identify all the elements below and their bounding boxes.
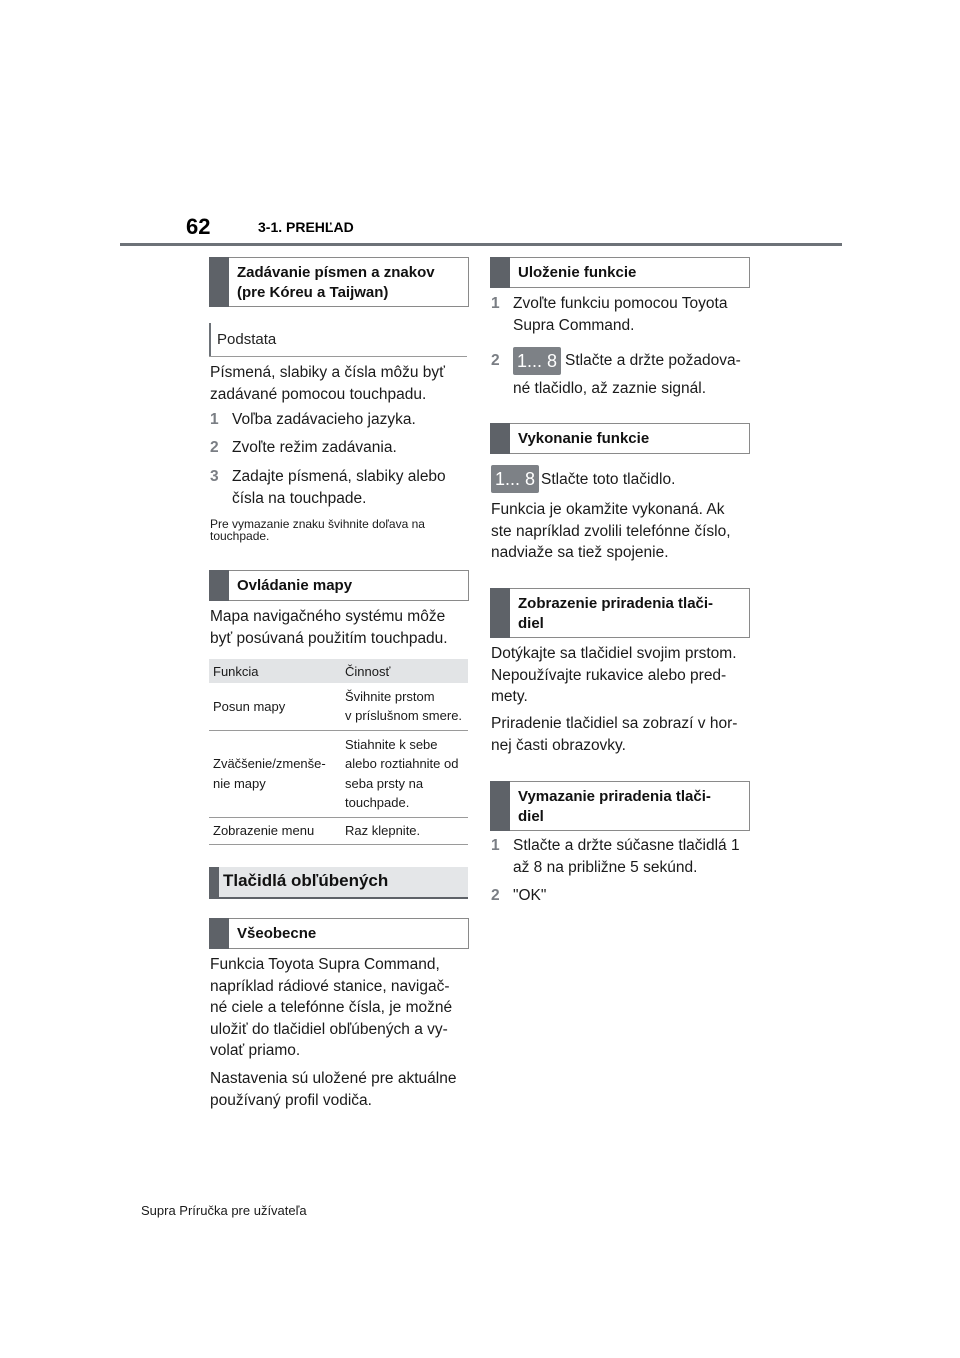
text-line: zadávané pomocou touchpadu. [210,385,427,403]
table-row [209,817,468,844]
step-number: 2 [491,887,500,904]
step-number: 1 [210,411,219,428]
text-line: volať priamo. [210,1042,301,1059]
table-row [209,730,468,817]
show-paragraph-2 [491,713,737,756]
heading-bar [490,781,510,831]
step-text: né tlačidlo, až zaznie signál. [513,380,707,397]
step-1 [210,409,470,431]
table-cell-function [209,730,341,817]
table-cell-action [341,817,468,844]
heading-text: Podstata [217,331,277,348]
text-line: Vymazanie priradenia tlači- [518,788,711,805]
text-line: Funkcia je okamžite vykonaná. Ak [491,501,725,518]
cell-text: nie mapy [213,775,266,791]
text-line: diel [518,615,544,632]
text-line: Zvoľte funkciu pomocou Toyota [513,295,728,312]
table-header-cell: Činnosť [341,659,468,683]
text-line: Zobrazenie priradenia tlači- [518,595,714,612]
table-cell-action [341,730,468,817]
heading-bar [490,423,510,454]
text-line: Mapa navigačného systému môže [210,608,446,625]
step-2 [210,437,470,459]
text-line: né ciele a telefónne čísla, je možné [210,999,453,1016]
cell-text: alebo roztiahnite od [345,756,459,771]
step-text: Stlačte toto tlačidlo. [541,471,676,488]
section-title: 3-1. PREHĽAD [258,219,354,235]
text-line: Pre vymazanie znaku švihnite doľava na [210,517,425,531]
text-line: nej časti obrazovky. [491,736,626,754]
cell-text: v príslušnom smere. [345,708,463,724]
step-number: 1 [491,295,500,312]
favorite-key-icon: 1... 8 [491,465,539,493]
step-number: 2 [491,352,500,369]
heading-bar [490,257,510,288]
map-control-table [209,659,468,845]
note-text [210,518,425,542]
cell-text: Zobrazenie menu [213,823,315,838]
text-line: až 8 na približne 5 sekúnd. [513,858,698,876]
text-line: Písmená, slabiky a čísla môžu byť [210,364,445,381]
heading-show-assignment [490,588,750,638]
heading-bar [209,918,229,949]
heading-bar [209,257,229,307]
heading-korea-input [209,257,469,307]
heading-text [518,594,741,634]
step-text [232,466,446,509]
delete-step-1 [491,835,753,879]
settings-paragraph [210,1068,456,1111]
heading-text [518,787,741,827]
cell-text: Švihnite prstom [345,689,435,705]
intro-paragraph [210,362,445,405]
favorite-key-icon: 1... 8 [513,347,561,375]
table-cell-action [341,683,468,730]
cell-text: touchpade. [345,795,410,810]
page-number: 62 [186,214,211,239]
heading-text: Všeobecne [237,925,317,942]
text-line: Priradenie tlačidiel sa zobrazí v hor- [491,715,738,732]
heading-text: Ovládanie mapy [237,577,353,594]
text-line: napríklad rádiové stanice, navigač- [210,977,450,995]
text-line: ste napríklad zvolili telefónne číslo, [491,522,731,540]
cell-text: Posun mapy [213,698,286,714]
cell-text: Stiahnite k sebe [345,736,438,752]
execute-line [491,465,753,493]
text-line: Supra Command. [513,316,635,334]
step-text: Voľba zadávacieho jazyka. [232,411,416,428]
text-line: čísla na touchpade. [232,489,367,507]
table-row [209,683,468,730]
step-text [513,835,740,878]
step-number: 3 [210,468,219,485]
text-line: mety. [491,688,528,705]
heading-podstata [209,323,467,357]
header-rule [120,243,842,246]
general-paragraph [210,954,452,1062]
table-header-cell: Funkcia [209,659,341,683]
heading-save-function [490,257,750,288]
heading-text: Tlačidlá obľúbených [223,871,389,890]
step-number: 1 [491,837,500,854]
text-line: používaný profil vodiča. [210,1091,372,1109]
heading-bar [209,323,211,357]
text-line: Funkcia Toyota Supra Command, [210,956,440,973]
heading-text: Uloženie funkcie [518,264,637,281]
save-step-1 [491,293,751,337]
cell-text: Zväčšenie/zmenše- [213,755,326,771]
text-line: nadviaže sa tiež spojenie. [491,544,669,561]
table-cell-function [209,817,341,844]
text-line: diel [518,808,544,825]
step-number: 2 [210,439,219,456]
cell-text: seba prsty na [345,775,424,791]
text-line: uložiť do tlačidiel obľúbených a vy- [210,1020,448,1038]
heading-execute-function [490,423,750,454]
table-header-row [209,659,468,683]
cell-text: Raz klepnite. [345,823,421,838]
table-cell-function [209,683,341,730]
execute-paragraph [491,499,731,564]
heading-bar [209,570,229,601]
show-paragraph-1 [491,643,737,708]
map-paragraph [210,606,448,649]
heading-underline [209,356,467,357]
step-3 [210,466,470,510]
heading-map-control [209,570,469,601]
heading-text: Zadávanie písmen a znakov (pre Kóreu a Taijwan) [237,264,435,301]
footer-text: Supra Príručka pre užívateľa [141,1203,307,1218]
delete-step-2 [491,885,753,907]
save-step-2 [491,350,753,400]
heading-delete-assignment [490,781,750,831]
step-text [513,293,727,336]
heading-favorites [209,867,468,899]
heading-general [209,918,469,949]
heading-bar [209,867,219,899]
step-text: Stlačte a držte požadova- [565,352,741,369]
text-line: Dotýkajte sa tlačidiel svojim prstom. [491,645,737,662]
text-line: byť posúvaná použitím touchpadu. [210,629,448,647]
heading-bar [490,588,510,638]
text-line: touchpade. [210,529,270,543]
step-text: Zvoľte režim zadávania. [232,439,397,456]
text-line: Stlačte a držte súčasne tlačidlá 1 [513,837,740,854]
text-line: Nastavenia sú uložené pre aktuálne [210,1070,457,1087]
text-line: Zadajte písmená, slabiky alebo [232,468,446,485]
text-line: Nepoužívajte rukavice alebo pred- [491,666,727,684]
heading-text: Vykonanie funkcie [518,430,650,447]
step-text: "OK" [513,887,547,904]
